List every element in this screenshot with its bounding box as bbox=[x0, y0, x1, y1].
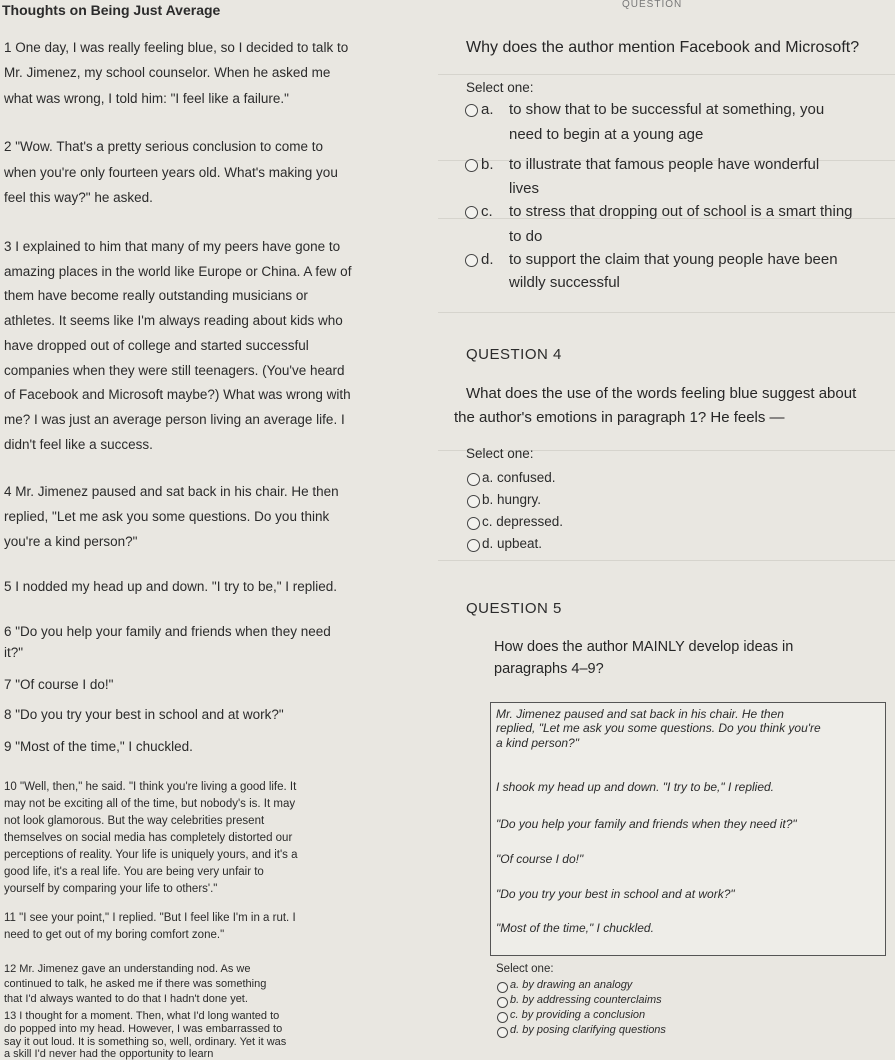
option-text: d. upbeat. bbox=[482, 536, 543, 551]
p5-line: 5 I nodded my head up and down. "I try to be," I replied. bbox=[4, 579, 338, 594]
p3-line: me? I was just an average person living an average life. I bbox=[4, 412, 345, 427]
divider bbox=[438, 74, 895, 75]
p3-line: have dropped out of college and started successful bbox=[4, 338, 309, 353]
p8-line: 8 "Do you try your best in school and at work?" bbox=[4, 707, 284, 722]
q3-select-label: Select one: bbox=[466, 80, 534, 95]
option-letter: d. bbox=[481, 251, 494, 268]
p6-line: it?" bbox=[4, 645, 24, 660]
p2-line: when you're only fourteen years old. What's making you bbox=[4, 165, 338, 180]
q4-question: the author's emotions in paragraph 1? He feels — bbox=[454, 409, 785, 426]
q5-select-label: Select one: bbox=[496, 963, 554, 975]
radio-button[interactable] bbox=[467, 517, 480, 530]
option-text: to support the claim that young people have been bbox=[509, 251, 838, 268]
excerpt-line: "Do you help your family and friends when they need it?" bbox=[496, 817, 797, 831]
excerpt-line: I shook my head up and down. "I try to be," I replied. bbox=[496, 780, 775, 794]
q5-heading: QUESTION 5 bbox=[466, 600, 562, 617]
p10-line: good life, it's a real life. You are being very unfair to bbox=[4, 866, 264, 878]
p13-line: say it out loud. It is something so, well, ordinary. Yet it was bbox=[4, 1036, 287, 1048]
q4-heading: QUESTION 4 bbox=[466, 346, 562, 363]
p9-line: 9 "Most of the time," I chuckled. bbox=[4, 739, 193, 754]
option-text: d. by posing clarifying questions bbox=[510, 1024, 666, 1036]
p3-line: companies when they were still teenagers. (You've heard bbox=[4, 363, 345, 378]
radio-button[interactable] bbox=[465, 159, 478, 172]
question-header-label: QUESTION bbox=[622, 0, 683, 10]
p1-line: what was wrong, I told him: "I feel like a failure." bbox=[4, 91, 289, 106]
p4-line: you're a kind person?" bbox=[4, 534, 138, 549]
p13-line: 13 I thought for a moment. Then, what I'd long wanted to bbox=[4, 1010, 280, 1022]
p10-line: may not be exciting all of the time, but nobody's is. It may bbox=[4, 798, 296, 810]
q4-select-label: Select one: bbox=[466, 446, 534, 461]
p10-line: yourself by comparing your life to others'." bbox=[4, 883, 218, 895]
excerpt-line: "Of course I do!" bbox=[496, 852, 584, 866]
p11-line: need to get out of my boring comfort zone." bbox=[4, 929, 225, 941]
p13-line: a skill I'd never had the opportunity to learn bbox=[4, 1048, 214, 1060]
p3-line: athletes. It seems like I'm always reading about kids who bbox=[4, 313, 343, 328]
option-text: a. by drawing an analogy bbox=[510, 979, 633, 991]
p12-line: continued to talk, he asked me if there was something bbox=[4, 978, 267, 990]
p6-line: 6 "Do you help your family and friends when they need bbox=[4, 624, 331, 639]
p4-line: 4 Mr. Jimenez paused and sat back in his chair. He then bbox=[4, 484, 339, 499]
radio-button[interactable] bbox=[467, 495, 480, 508]
option-text: to stress that dropping out of school is a smart thing bbox=[509, 203, 853, 220]
option-text: lives bbox=[509, 180, 540, 197]
p2-line: feel this way?" he asked. bbox=[4, 190, 153, 205]
q5-question: paragraphs 4–9? bbox=[494, 661, 604, 677]
option-text: c. by providing a conclusion bbox=[510, 1009, 646, 1021]
p10-line: 10 "Well, then," he said. "I think you're living a good life. It bbox=[4, 781, 297, 793]
radio-button[interactable] bbox=[465, 254, 478, 267]
option-text: a. confused. bbox=[482, 470, 556, 485]
p1-line: Mr. Jimenez, my school counselor. When he asked me bbox=[4, 65, 331, 80]
p2-line: 2 "Wow. That's a pretty serious conclusion to come to bbox=[4, 139, 324, 154]
option-text: need to begin at a young age bbox=[509, 126, 704, 143]
radio-button[interactable] bbox=[467, 473, 480, 486]
p3-line: of Facebook and Microsoft maybe?) What was wrong with bbox=[4, 387, 351, 402]
divider bbox=[438, 560, 895, 561]
p10-line: themselves on social media has completely distorted our bbox=[4, 832, 293, 844]
option-letter: b. bbox=[481, 156, 494, 173]
p4-line: replied, "Let me ask you some questions. Do you think bbox=[4, 509, 330, 524]
p3-line: 3 I explained to him that many of my peers have gone to bbox=[4, 239, 341, 254]
radio-button[interactable] bbox=[497, 997, 508, 1008]
p12-line: that I'd always wanted to do that I hadn't done yet. bbox=[4, 993, 248, 1005]
option-text: b. hungry. bbox=[482, 492, 542, 507]
p13-line: do popped into my head. However, I was embarrassed to bbox=[4, 1023, 283, 1035]
radio-button[interactable] bbox=[465, 104, 478, 117]
excerpt-line: "Do you try your best in school and at work?" bbox=[496, 887, 735, 901]
radio-button[interactable] bbox=[467, 539, 480, 552]
option-text: to illustrate that famous people have wonderful bbox=[509, 156, 820, 173]
radio-button[interactable] bbox=[497, 1012, 508, 1023]
p1-line: 1 One day, I was really feeling blue, so I decided to talk to bbox=[4, 40, 349, 55]
q4-question: What does the use of the words feeling blue suggest about bbox=[466, 385, 857, 402]
excerpt-line: replied, "Let me ask you some questions. Do you think you're bbox=[496, 721, 821, 735]
excerpt-line: Mr. Jimenez paused and sat back in his chair. He then bbox=[496, 707, 784, 721]
p12-line: 12 Mr. Jimenez gave an understanding nod. As we bbox=[4, 963, 251, 975]
p11-line: 11 "I see your point," I replied. "But I feel like I'm in a rut. I bbox=[4, 912, 296, 924]
p3-line: didn't feel like a success. bbox=[4, 437, 153, 452]
option-letter: c. bbox=[481, 203, 493, 220]
option-text: to do bbox=[509, 228, 543, 245]
excerpt-line: a kind person?" bbox=[496, 736, 579, 750]
p3-line: amazing places in the world like Europe or China. A few of bbox=[4, 264, 352, 279]
option-text: to show that to be successful at something, you bbox=[509, 101, 825, 118]
divider bbox=[438, 312, 895, 313]
radio-button[interactable] bbox=[465, 206, 478, 219]
q3-question: Why does the author mention Facebook and Microsoft? bbox=[466, 39, 860, 56]
option-text: wildly successful bbox=[509, 274, 620, 291]
p10-line: perceptions of reality. Your life is uniquely yours, and it's a bbox=[4, 849, 298, 861]
p10-line: not look glamorous. But the way celebrities present bbox=[4, 815, 265, 827]
excerpt-line: "Most of the time," I chuckled. bbox=[496, 921, 654, 935]
option-letter: a. bbox=[481, 101, 494, 118]
page-title: Thoughts on Being Just Average bbox=[2, 2, 221, 18]
p3-line: them have become really outstanding musicians or bbox=[4, 288, 308, 303]
radio-button[interactable] bbox=[497, 982, 508, 993]
option-text: b. by addressing counterclaims bbox=[510, 994, 662, 1006]
p7-line: 7 "Of course I do!" bbox=[4, 677, 114, 692]
q5-question: How does the author MAINLY develop ideas in bbox=[494, 639, 794, 655]
radio-button[interactable] bbox=[497, 1027, 508, 1038]
option-text: c. depressed. bbox=[482, 514, 564, 529]
